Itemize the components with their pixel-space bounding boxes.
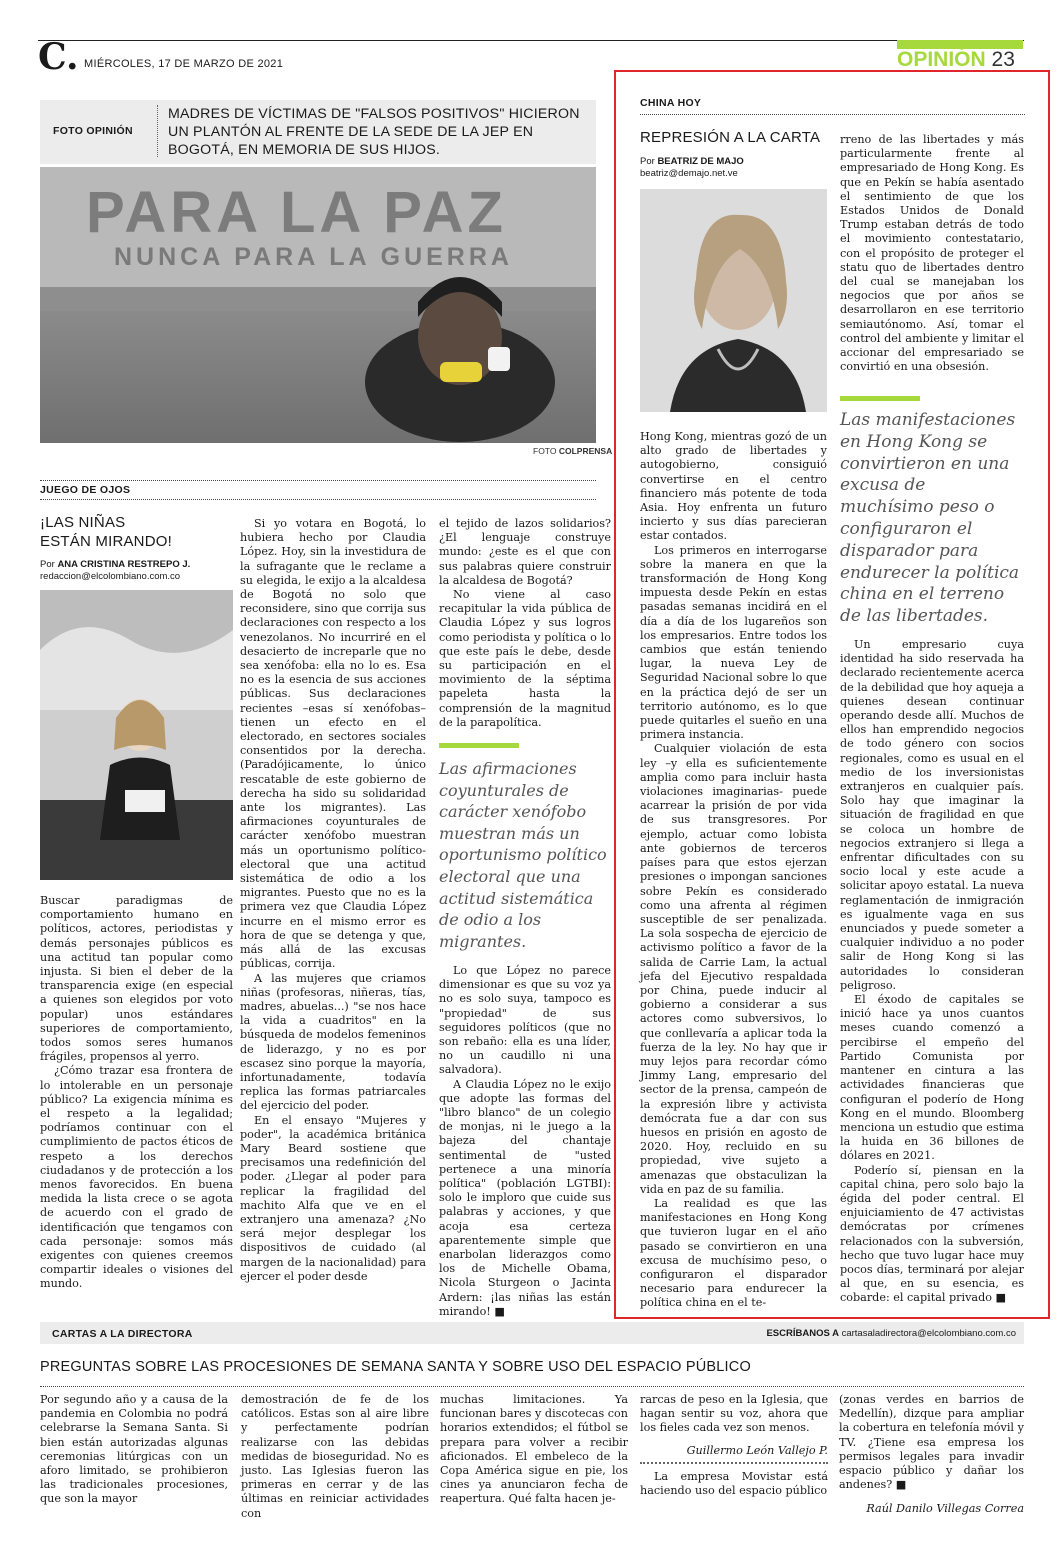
column-title: REPRESIÓN A LA CARTA (640, 129, 821, 146)
paragraph: Los primeros en interrogarse sobre la manera en que la transformación de Hong Kong impuesta desde Pekín en estas pasadas semanas incidirá en el día a día de los lugareños son los empresarios. Entre todos los cambios que están teniendo lugar, la nueva Ley de Seguridad Nacional sobre lo que en la práctica dejó de ser un territorio autónomo, es lo que puede quitarles el sueño en una primera instancia. (640, 543, 827, 742)
photo-credit-prefix: FOTO (533, 446, 557, 456)
paragraph: demostración de fe de los católicos. Estas son al aire libre y perfectamente podrían realizarse con las debidas medidas de bioseguridad. No es justo. Las Iglesias fueron las primeras en cerrar y de las últimas en reiniciar actividades con (241, 1393, 429, 1520)
photo-caption: MADRES DE VÍCTIMAS DE "FALSOS POSITIVOS" HICIERON UN PLANTÓN AL FRENTE DE LA SEDE DE LA JEP EN BOGOTÁ, EN MEMORIA DE SUS HIJOS. (168, 106, 580, 158)
china-col-1 (640, 430, 827, 1311)
rule (40, 1386, 1024, 1387)
cartas-col-1 (40, 1393, 228, 1507)
paragraph: Lo que López no parece dimensionar es que su voz ya no es solo suya, tampoco es "propiedad" de sus seguidores políticos (que no son rebaño: ella es una líder, no un caudillo ni una salvadora). (439, 964, 611, 1077)
paragraph: En el ensayo "Mujeres y poder", la académica británica Mary Beard sostiene que precisamos una redefinición del poder. ¿Llegar al poder para replicar la fragilidad del machito Alfa que ve en el extranjero una amenaza? ¿No será mejor desplegar los dispositivos de cuidado (al margen de la nacionalidad) para ejercer el poder desde (240, 1113, 426, 1283)
byline-prefix: Por (40, 559, 55, 570)
china-hoy-label: CHINA HOY (640, 97, 702, 109)
juego-col-3-top (439, 517, 611, 730)
pull-quote: Las afirmaciones coyunturales de carácter xenófobo muestran más un oportunismo político electoral que una actitud sistemática de odio a los migrantes. (439, 759, 607, 951)
paragraph: El éxodo de capitales se inició hace ya unos cuantos meses cuando comenzó a percibirse el empeño del Partido Comunista por mantener en cintura a las actividades financieras que configuran el poderío de Hong Kong en el mundo. Bloomberg menciona un estudio que estima la huida en 36 billones de dólares en 2021. (840, 993, 1024, 1163)
paragraph: Buscar paradigmas de comportamiento humano en políticos, actores, periodistas y demás personajes públicos es una actitud tan popular como injusta. Si bien el deber de la transparencia exige (en especial a quienes son elegidos por voto popular) unos estándares superiores de comportamiento, todos somos seres humanos frágiles, propensos al yerro. (40, 894, 233, 1064)
paragraph: Si yo votara en Bogotá, lo hubiera hecho por Claudia López. Hoy, sin la investidura de la sufragante que le reclame a su elegida, le exijo a la alcaldesa de Bogotá no solo que reconsidere, sino que corrija sus declaraciones con respecto a los venezolanos. No incurriré en el desacierto de increparle que no sea xenófoba: ella no lo es. Esa no es la esencia de sus acciones públicas. Sus declaraciones recientes –esas sí xenófobas– tienen un efecto en el electorado, en sectores sociales consentidos por la derecha. (Paradójicamente, lo único rescatable de este gobierno de derecha ha sido su solidaridad ante los migrantes). Las afirmaciones coyunturales de carácter xenófobo muestran más un oportunismo político-electoral que una actitud sistemática de odio a los migrantes. Puesto que no es la primera vez que Claudia López incurre en el mismo error es hora de que se detenga y que, más allá de las excusas públicas, corrija. (240, 517, 427, 971)
author-photo-art (640, 189, 827, 412)
paragraph: A Claudia López no le exijo que adopte las formas del "libro blanco" de un colegio de monjas, ni le juego a la bajeza del chantaje sentimental de "usted pertenece a una minoría política" (población LGTBI): solo le imploro que cuide sus palabras y acciones, y que acoja esa certeza aparentemente simple que enarbolan liderazgos como los de Michelle Obama, Nicola Sturgeon o Jacinta Ardern: ¡las niñas las están mirando! ■ (439, 1077, 611, 1318)
paragraph: Por segundo año y a causa de la pandemia en Colombia no podrá celebrarse la Semana Santa. Si bien están autorizadas algunas ceremonias litúrgicas con un aforo limitado, se prohibieron las tradicionales procesiones, que son la mayor (40, 1393, 228, 1506)
logo: C. (38, 36, 79, 78)
author-photo (640, 189, 827, 412)
cartas-email[interactable]: cartasaladirectora@elcolombiano.com.co (841, 1328, 1016, 1339)
author-email[interactable]: beatriz@demajo.net.ve (640, 168, 738, 179)
cartas-header (40, 1322, 1024, 1344)
photo-credit (533, 446, 612, 456)
juego-col-3-bottom (439, 964, 611, 1319)
quote-accent-bar (840, 396, 920, 401)
column-title (40, 513, 172, 551)
juego-de-ojos-label: JUEGO DE OJOS (40, 484, 131, 496)
paragraph: ¿Cómo trazar esa frontera de lo intolerable en un personaje público? La exigencia mínima es el respeto a la legalidad; podríamos continuar con el cumplimiento de pactos éticos de respeto a los derechos ciudadanos y de protección a los menos favorecidos. En buena medida la lista crece o se agota de acuerdo con el grado de identificación que tengamos con cada personaje: somos más exigentes con quienes creemos compartir ideales o visiones del mundo. (40, 1064, 233, 1291)
pull-quote: Las manifestaciones en Hong Kong se convirtieron en una excusa de muchísimo peso o configuraron el disparador para endurecer la política china en el terreno de las libertades. (840, 410, 1020, 627)
paragraph: Cualquier violación de esta ley –y ella es suficientemente amplia como para incluir hasta violaciones imaginarias- puede acarrear la prisión de por vida de sus transgresores. Por ejemplo, actuar como lobista ante gobiernos de terceros países para que estos ejerzan presiones o impongan sanciones sobre Pekín es considerado como una afrenta al régimen susceptible de ser penalizada. La sola sospecha de ejercicio de activismo político a favor de la salida de Carrie Lam, la actual jefa del Ejecutivo respaldada por China, puede inducir al gobierno a considerar a sus actores como subversivos, lo que conllevaría a aplicar toda la fuerza de la ley. No hay que ir muy lejos para recordar cómo Jimmy Lang, empresario del sector de la prensa, campeón de la expresión libre y activista demócrata fue a dar con sus huesos en prisión en agosto de 2020. Hoy, recluido en su propiedad, vive sujeto a amenazas que obstaculizan la vida en paz de su familia. (640, 742, 827, 1196)
letter-divider (640, 1462, 828, 1464)
paragraph: La empresa Movistar está haciendo uso del espacio público (640, 1469, 828, 1498)
paragraph: el tejido de lazos solidarios? ¿El lenguaje construye mundo: ¿este es el que con sus palabras quiere construir la alcaldesa de Bogotá? (439, 517, 611, 587)
cartas-col-3 (440, 1393, 628, 1507)
paragraph: rarcas de peso en la Iglesia, que hagan sentir su voz, ahora que los fieles cada vez son menos. (640, 1393, 828, 1435)
paragraph: (zonas verdes en barrios de Medellín), dizque para ampliar la cobertura en telefonía móvil y TV. ¿Tiene esa empresa los permisos legales para invadir espacio público y dañar los andenes? ■ (839, 1393, 1024, 1492)
paragraph: Poderío sí, piensan en la capital china, pero solo bajo la égida del poder central. El enjuiciamiento de 47 activistas demócratas por crímenes relacionados con la subversión, hecho que tuvo lugar hace muy pocos días, terminará por alejar al que, en su esencia, es cobarde: el capital privado ■ (840, 1163, 1024, 1305)
letter-signature: Guillermo León Vallejo P. (686, 1443, 828, 1457)
quote-accent-bar (439, 743, 519, 748)
divider (157, 105, 158, 157)
letters-headline: PREGUNTAS SOBRE LAS PROCESIONES DE SEMANA SANTA Y SOBRE USO DEL ESPACIO PÚBLICO (40, 1359, 751, 1375)
cartas-col-5 (839, 1393, 1024, 1517)
column-title-line-1: ¡LAS NIÑAS (40, 514, 126, 531)
paragraph: No viene al caso recapitular la vida pública de Claudia López y sus logros como periodista y política o lo que este país le debe, desde su participación en el movimiento de la séptima papeleta hasta la comprensión de la magnitud de la parapolítica. (439, 588, 611, 729)
section-header (897, 48, 1015, 72)
paragraph: rreno de las libertades y más particularmente frente al empresariado de Hong Kong. Es que en Pekín se había asentado el sentimiento de que los Estados Unidos de Donald Trump estaban detrás de todo el movimiento contestatario, con el propósito de proteger el statu quo de libertades dentro del cual se manejaban los negocios que por años se desarrollaron en ese territorio semiautónomo. Así, tomar el control del ambiente y limitar el accionar del empresariado se convirtió en una obsesión. (840, 133, 1024, 374)
paragraph: Un empresario cuya identidad ha sido reservada ha declarado recientemente acerca de la debilidad que hoy aqueja a quienes desean continuar operando desde allí. Muchos de ellos han emprendido negocios de todo género con socios regionales, como es usual en el medio de los inversionistas extranjeros en cualquier país. Solo hay que imaginar la situación de fragilidad en que se coloca un hombre de negocios extranjero si llega a enfrentar dificultades con su socio local y este acude a solicitar apoyo estatal. La nueva reglamentación de inmigración es igualmente vaga en sus enunciados y puede someter a cualquier individuo a no poder salir de Hong Kong si las autoridades lo consideran peligroso. (840, 638, 1024, 992)
write-to-label: ESCRÍBANOS A (766, 1328, 839, 1339)
china-col-2-top (840, 133, 1024, 374)
masthead-rule (38, 40, 1024, 41)
foto-opinion-label: FOTO OPINIÓN (53, 125, 133, 137)
author-name: ANA CRISTINA RESTREPO J. (57, 559, 191, 570)
byline (640, 156, 744, 167)
byline-prefix: Por (640, 156, 655, 167)
rule (40, 499, 596, 500)
banner-line-1: PARA LA PAZ (86, 180, 507, 245)
juego-col-2 (240, 517, 426, 1284)
letter-signature: Raúl Danilo Villegas Correa (866, 1502, 1024, 1516)
photo-credit-name: COLPRENSA (558, 446, 613, 456)
paragraph: La realidad es que las manifestaciones en Hong Kong que tuvieron lugar en el año pasado se convirtieron en una excusa de muchísimo peso, o configuraron el disparador necesario para endurecer la política china en el te- (640, 1196, 827, 1310)
paragraph: A las mujeres que criamos niñas (profesoras, niñeras, tías, madres, abuelas...) "se nos hace la vida a cuadritos" en la búsqueda de modelos femeninos de liderazgo, y no es por escasez sino porque la mayoría, infortunadamente, todavía replica las formas patriarcales del ejercicio del poder. (240, 971, 426, 1113)
china-col-2-bottom (840, 638, 1024, 1306)
foto-opinion-header (40, 100, 596, 164)
byline (40, 559, 190, 570)
rule (640, 114, 1025, 115)
paragraph: Hong Kong, mientras gozó de un alto grado de libertades y autogobierno, consiguió convertirse en el centro financiero más potente de toda Asia. Hoy enfrenta un futuro incierto y sus días parecieran estar contados. (640, 430, 827, 543)
issue-date: MIÉRCOLES, 17 DE MARZO DE 2021 (84, 58, 284, 70)
juego-col-1 (40, 894, 233, 1292)
write-to (766, 1328, 1016, 1339)
section-name: OPINIÓN (897, 48, 986, 71)
rule (40, 480, 596, 481)
banner-line-2: NUNCA PARA LA GUERRA (114, 243, 513, 271)
author-name: BEATRIZ DE MAJO (657, 156, 744, 167)
page-number: 23 (991, 48, 1015, 71)
column-title-line-2: ESTÁN MIRANDO! (40, 533, 172, 550)
paragraph: muchas limitaciones. Ya funcionan bares y discotecas con horarios extendidos; el fútbol se prepara para volver a recibir aficionados. El embeleco de la Copa América sigue en pie, los cines ya anunciaron fecha de reapertura. Qué falta hacen je- (440, 1393, 628, 1506)
cartas-col-2 (241, 1393, 429, 1521)
author-photo (40, 590, 233, 880)
protest-photo (40, 167, 596, 443)
cartas-col-4 (640, 1393, 828, 1498)
cartas-label: CARTAS A LA DIRECTORA (52, 1328, 193, 1340)
author-photo-art (40, 590, 233, 880)
author-email[interactable]: redaccion@elcolombiano.com.co (40, 571, 181, 582)
